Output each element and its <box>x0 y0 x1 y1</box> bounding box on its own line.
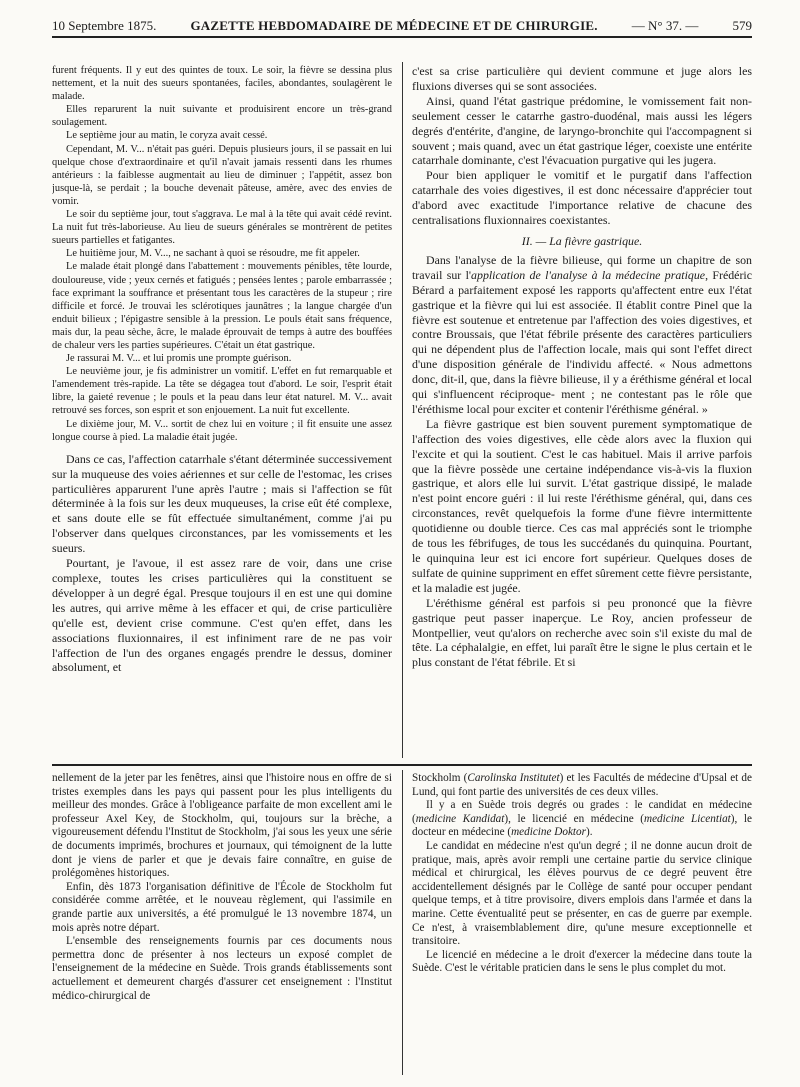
paragraph: Le licencié en médecine a le droit d'exercer la médecine dans toute la Suède. C'est le véritable praticien dans le sens le plus complet du mot. <box>412 948 752 975</box>
paragraph: Ainsi, quand l'état gastrique prédomine, le vomissement fait non-seulement cesser le catarrhe gastro-duodénal, mais aussi les légers degrés d'entérite, d'angine, de laryngo-bronchite qui l'accompagnent si souvent ; mais quand, avec un état gastrique léger, coexiste une entérite catarrhale dominante, c'est l'évacuation purgative qui les jugera. <box>412 93 752 168</box>
paragraph: Le dixième jour, M. V... sortit de chez lui en voiture ; il fit ensuite une assez longue course à pied. La maladie était jugée. <box>52 418 392 443</box>
paragraph: Le malade était plongé dans l'abattement : mouvements pénibles, tête lourde, douloureuse, vide ; yeux cernés et fatigués ; pensées lentes ; parole embarrassée ; face exprimant la souffrance et présentant tous les caractères de la stupeur ; rire difficile et forcé. Je trouvai les sclérotiques jaunâtres ; la langue chargée d'un enduit bilieux ; l'épigastre sensible à la pression. Le pouls était sans fréquence, mais dur, la peau sèche, âcre, le malade éprouvait de temps à autre des bouffées de chaleur vers les parties supérieures. C'était un état gastrique. <box>52 261 392 351</box>
bottom-right-column <box>412 772 752 1072</box>
paragraph: Dans l'analyse de la fièvre bilieuse, qui forme un chapitre de son travail sur l'application de l'analyse à la médecine pratique, Frédéric Bérard a parfaitement exposé les rapports qu'affectent entre eux l'état gastrique et la fièvre qui lui est associée. Il établit contre Pinel que la fièvre est soutenue et entretenue par l'affection des voies digestives, et contre Broussais, que l'état fébrile présente des caractères particuliers qui ne dépendent plus de l'affection locale, mais qui sont l'effet direct d'une disposition générale de l'individu affecté. « Nous admettons donc, dit-il, que, dans la fièvre bilieuse, il y a éréthisme général et local qui s'influencent réciproque- ment ; ne contestant pas le rôle que l'éréthisme local pour exciter et contenir l'éréthisme général. » <box>412 252 752 416</box>
column-divider <box>402 770 403 1075</box>
paragraph: L'ensemble des renseignements fournis par ces documents nous permettra donc de présenter à nos lecteurs un exposé complet de l'enseignement de la médecine en Suède. Trois grands établissements sont actuellement et demeurent chargés d'assurer cet enseignement : l'Institut médico-chirurgical de <box>52 935 392 1002</box>
column-divider <box>402 62 403 758</box>
paragraph: Enfin, dès 1873 l'organisation définitive de l'École de Stockholm fut considérée comme arrêtée, et le nouveau règlement, qui l'assimile en grande partie aux universités, a été promulgué le 13 novembre 1874, un mois après notre départ. <box>52 880 392 934</box>
paragraph: Elles reparurent la nuit suivante et produisirent encore un très-grand soulagement. <box>52 104 392 129</box>
paragraph: Pourtant, je l'avoue, il est assez rare de voir, dans une crise complexe, toutes les crises particulières qui la constituent se développer à un degré égal. Presque toujours il en est une qui domine les autres, qui arrive même à les effacer et qui, de crise particulière qu'elle est, devient crise commune. C'est qu'en effet, dans les associations fluxionnaires, il est infiniment rare de ne pas voir l'affection de l'un des organes engagés prendre le dessus, dominer absolument, et <box>52 556 392 675</box>
paragraph: Pour bien appliquer le vomitif et le purgatif dans l'affection catarrhale des voies digestives, il est donc nécessaire d'apprécier tout d'abord avec exactitude l'importance relative de chacune des centralisations fluxionnaires coexistantes. <box>412 168 752 228</box>
paragraph: La fièvre gastrique est bien souvent purement symptomatique de l'affection des voies digestives, elle cède alors avec la fluxion qui l'excite et qui la soutient. C'est le cas habituel. Mais il arrive parfois que la fièvre possède une certaine indépendance vis-à-vis la fluxion gastrique, et alors elle lui survit. L'état gastrique dissipé, le malade n'est point encore guéri : il lui reste l'éréthisme général, qui, dans ces circonstances, revêt quelquefois la forme d'une fièvre intermittente quotidienne ou double tierce. Ces cas mal appréciés sont le triomphe de tous les fébrifuges, de tous les succédanés du quinquina. Pourtant, le quinquina leur est ici encore fort supérieur. Quelques doses de sulfate de quinine suppriment en effet sûrement cette fièvre persistante, et la maladie est jugée. <box>412 416 752 595</box>
paragraph: Il y a en Suède trois degrés ou grades : le candidat en médecine (medicine Kandidat), le licencié en médecine (medicine Licentiat), le docteur en médecine (medicine Doktor). <box>412 799 752 839</box>
paragraph: Le neuvième jour, je fis administrer un vomitif. L'effet en fut remarquable et l'amendement très-rapide. La tête se dégagea tout d'abord. Le soir, l'esprit était libre, la gaieté revenue ; le pouls et la peau dans leur état naturel. M. V... avait retrouvé ses forces, son esprit et son enjouement. La nuit fut excellente. <box>52 366 392 417</box>
paragraph: nellement de la jeter par les fenêtres, ainsi que l'histoire nous en offre de si tristes exemples dans les pays qui passent pour les plus intelligents du meilleur des mondes. Grâce à l'obligeance parfaite de mon excellent ami le professeur Axel Key, de Stockholm, qui, toujours sur la brèche, a vigoureusement défendu l'Institut de Stockholm, j'ai sous les yeux une série de documents imprimés, brochures et journaux, qui témoignent de la lutte dont je viens de parler et que je devais faire connaître, en guise de prolégomènes historiques. <box>52 772 392 880</box>
header-title: GAZETTE HEBDOMADAIRE DE MÉDECINE ET DE CHIRURGIE. <box>190 18 598 33</box>
discussion-section <box>52 452 392 676</box>
paragraph: Le huitième jour, M. V..., ne sachant à quoi se résoudre, me fit appeler. <box>66 248 360 260</box>
paragraph: L'éréthisme général est parfois si peu prononcé que la fièvre gastrique peut passer inaperçue. Le Roy, ancien professeur de Montpellier, veut qu'alors on recherche avec soin s'il existe du mal de tête. La céphalalgie, en effet, lui paraît être le signe le plus certain et le plus constant de l'état fébrile. Et si <box>412 595 752 670</box>
section-heading: II. — La fièvre gastrique. <box>521 233 643 248</box>
paragraph: c'est sa crise particulière qui devient commune et juge alors les fluxions diverses qui se sont associées. <box>412 64 752 93</box>
paragraph: Dans ce cas, l'affection catarrhale s'étant déterminée successivement sur la muqueuse des voies aériennes et sur celle de l'estomac, les crises particulières apparurent l'une après l'autre ; mais si l'affection se fût déterminée à la fois sur les deux muqueuses, la crise eût été complexe, et sans doute elle se fût effectuée simultanément, comme j'ai pu l'observer dans quelques circonstances, par les vomissements et les sueurs. <box>52 451 392 556</box>
paragraph: Le septième jour au matin, le coryza avait cessé. <box>66 130 268 142</box>
paragraph: Cependant, M. V... n'était pas guéri. Depuis plusieurs jours, il se passait en lui quelque chose d'extraordinaire et qu'il n'avait jamais ressenti dans les rhumes antérieurs : la faiblesse augmentait au lieu de diminuer ; l'appétit, assez bon jusque-là, se perdait ; la bouche devenait pâteuse, amère, avec des envies de vomir. <box>52 143 392 207</box>
paragraph: Stockholm (Carolinska Institutet) et les Facultés de médecine d'Upsal et de Lund, qui font partie des universités de ces deux villes. <box>412 772 752 798</box>
header-date: 10 Septembre 1875. <box>52 18 157 33</box>
header-page-number: 579 <box>732 18 752 33</box>
page-header <box>52 6 752 38</box>
paragraph: Le candidat en médecine n'est qu'un degré ; il ne donne aucun droit de pratique, mais, après avoir rempli une certaine partie du service clinique médical et chirurgical, les élèves pourvus de ce degré peuvent être accidentellement désignés par le Collège de santé pour occuper pendant quelque temps, et à titre provisoire, divers emplois dans l'armée et dans la marine. Cette éventualité peut se présenter, en cas de guerre par exemple. Ce n'est, à vraisemblablement dire, qu'une mesure exceptionnelle et transitoire. <box>412 839 752 948</box>
book-title: application de l'analyse à la médecine pratique <box>471 267 706 282</box>
section-divider <box>52 764 752 766</box>
top-right-column <box>412 64 752 756</box>
paragraph: furent fréquents. Il y eut des quintes de toux. Le soir, la fièvre se dessina plus nettement, et la nuit des sueurs spontanées, faciles, abondantes, soulagèrent le malade. <box>52 65 392 103</box>
top-left-column <box>52 64 392 756</box>
header-issue-number: — N° 37. — <box>631 18 699 33</box>
paragraph: Je rassurai M. V... et lui promis une prompte guérison. <box>66 353 292 365</box>
bottom-left-column <box>52 772 392 1072</box>
paragraph: Le soir du septième jour, tout s'aggrava. Le mal à la tête qui avait cédé revint. La nuit fut très-laborieuse. Au lieu de sueurs générales se montrèrent de petites sueurs partielles et fatigantes. <box>52 209 392 247</box>
case-report-section <box>52 64 392 444</box>
